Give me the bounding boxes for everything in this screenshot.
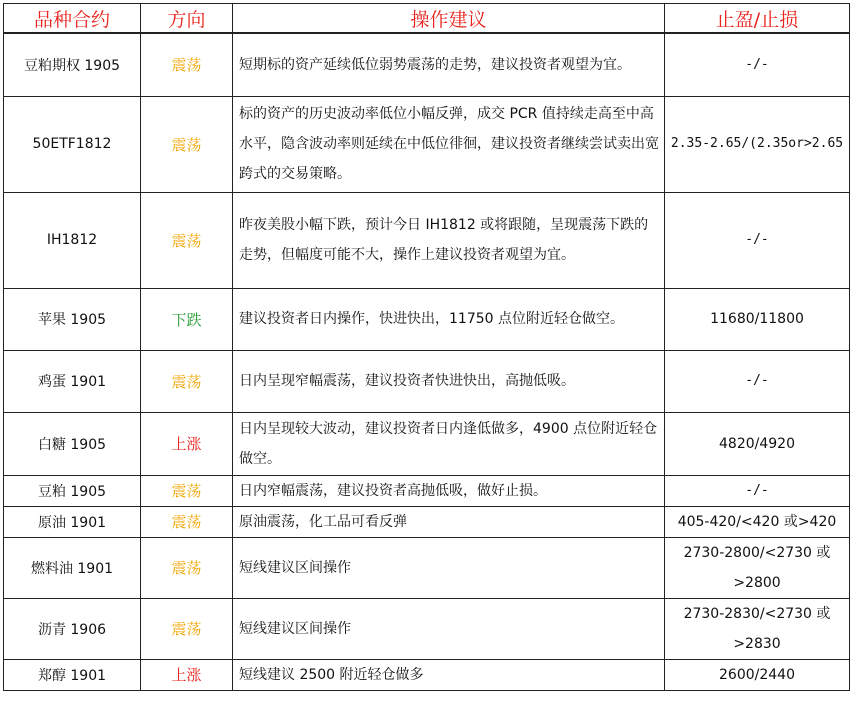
advice-cell: 短期标的资产延续低位弱势震荡的走势，建议投资者观望为宜。 [233, 33, 665, 96]
contract-cell: 豆粕期权 1905 [4, 33, 141, 96]
stop-cell: 2.35-2.65/(2.35or>2.65 [665, 96, 850, 192]
direction-cell: 震荡 [141, 475, 233, 506]
table-row [4, 96, 850, 192]
table-row [4, 537, 850, 598]
table-row [4, 288, 850, 350]
advice-cell: 建议投资者日内操作，快进快出，11750 点位附近轻仓做空。 [233, 288, 665, 350]
stop-cell: 11680/11800 [665, 288, 850, 350]
table-row [4, 506, 850, 537]
contract-cell: IH1812 [4, 192, 141, 288]
direction-cell: 上涨 [141, 659, 233, 690]
table-row [4, 192, 850, 288]
strategy-table [3, 3, 850, 691]
advice-cell: 短线建议 2500 附近轻仓做多 [233, 659, 665, 690]
contract-cell: 白糖 1905 [4, 412, 141, 475]
contract-cell: 沥青 1906 [4, 598, 141, 659]
advice-cell: 日内窄幅震荡，建议投资者高抛低吸，做好止损。 [233, 475, 665, 506]
stop-cell: -/- [665, 350, 850, 412]
stop-cell: 2730-2800/<2730 或>2800 [665, 537, 850, 598]
stop-cell: -/- [665, 192, 850, 288]
stop-cell: -/- [665, 475, 850, 506]
contract-cell: 鸡蛋 1901 [4, 350, 141, 412]
advice-cell: 昨夜美股小幅下跌，预计今日 IH1812 或将跟随，呈现震荡下跌的走势，但幅度可能不大，操作上建议投资者观望为宜。 [233, 192, 665, 288]
contract-cell: 郑醇 1901 [4, 659, 141, 690]
direction-cell: 上涨 [141, 412, 233, 475]
stop-cell: -/- [665, 33, 850, 96]
advice-cell: 日内呈现较大波动，建议投资者日内逢低做多，4900 点位附近轻仓做空。 [233, 412, 665, 475]
direction-cell: 震荡 [141, 192, 233, 288]
direction-cell: 震荡 [141, 350, 233, 412]
stop-cell: 2600/2440 [665, 659, 850, 690]
direction-cell: 震荡 [141, 537, 233, 598]
contract-cell: 50ETF1812 [4, 96, 141, 192]
stop-cell: 2730-2830/<2730 或>2830 [665, 598, 850, 659]
direction-cell: 震荡 [141, 33, 233, 96]
direction-cell: 震荡 [141, 96, 233, 192]
table-row [4, 659, 850, 690]
advice-cell: 短线建议区间操作 [233, 598, 665, 659]
contract-cell: 燃料油 1901 [4, 537, 141, 598]
direction-cell: 震荡 [141, 506, 233, 537]
stop-cell: 405-420/<420 或>420 [665, 506, 850, 537]
header-stop: 止盈/止损 [665, 4, 850, 34]
header-direction: 方向 [141, 4, 233, 34]
contract-cell: 原油 1901 [4, 506, 141, 537]
table-row [4, 33, 850, 96]
direction-cell: 震荡 [141, 598, 233, 659]
direction-cell: 下跌 [141, 288, 233, 350]
table-row [4, 598, 850, 659]
advice-cell: 原油震荡，化工品可看反弹 [233, 506, 665, 537]
contract-cell: 豆粕 1905 [4, 475, 141, 506]
header-contract: 品种合约 [4, 4, 141, 34]
table-row [4, 412, 850, 475]
table-row [4, 475, 850, 506]
advice-cell: 日内呈现窄幅震荡，建议投资者快进快出，高抛低吸。 [233, 350, 665, 412]
header-advice: 操作建议 [233, 4, 665, 34]
advice-cell: 标的资产的历史波动率低位小幅反弹，成交 PCR 值持续走高至中高水平，隐含波动率则延续在中低位徘徊，建议投资者继续尝试卖出宽跨式的交易策略。 [233, 96, 665, 192]
table-header-row [4, 4, 850, 34]
advice-cell: 短线建议区间操作 [233, 537, 665, 598]
stop-cell: 4820/4920 [665, 412, 850, 475]
table-row [4, 350, 850, 412]
contract-cell: 苹果 1905 [4, 288, 141, 350]
